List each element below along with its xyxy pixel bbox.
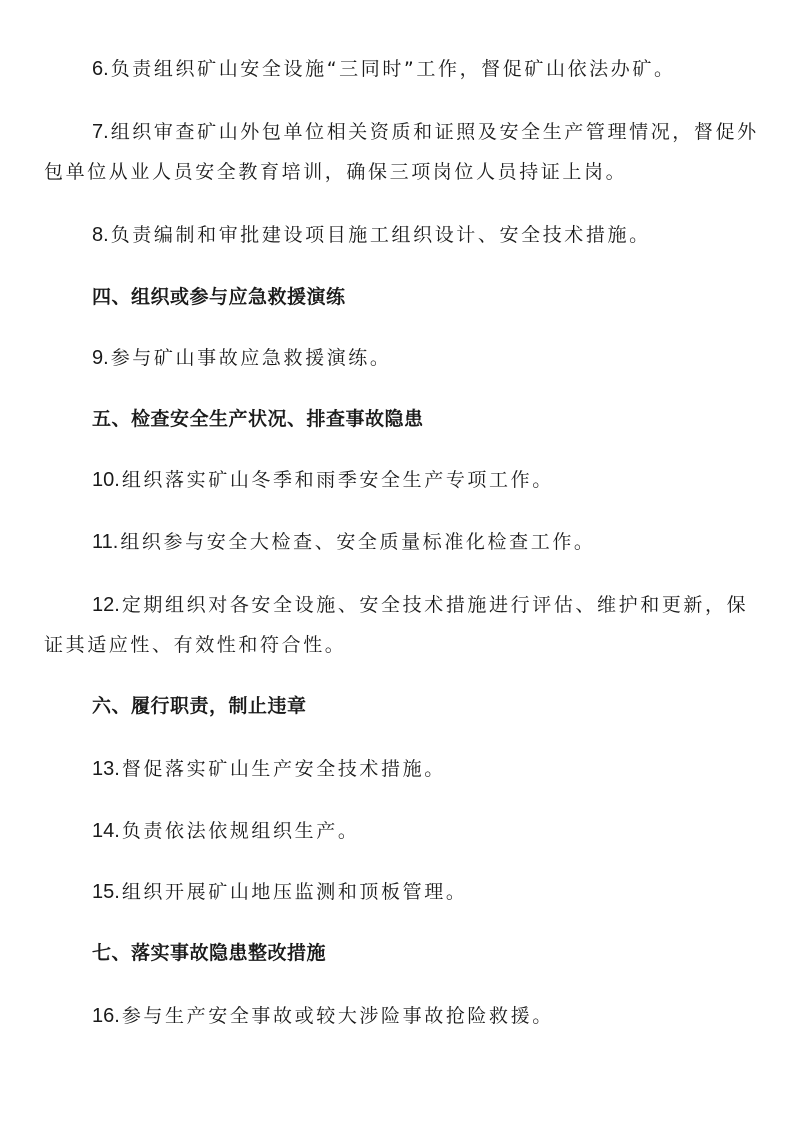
item-15	[0, 878, 793, 906]
heading-text: 六、履行职责，制止违章	[92, 695, 307, 717]
item-number: 10.	[92, 469, 120, 491]
item-number: 16.	[92, 1005, 120, 1027]
item-text: 负责依法依规组织生产。	[121, 820, 360, 842]
item-8	[0, 221, 793, 249]
item-text: 组织开展矿山地压监测和顶板管理。	[121, 881, 468, 903]
item-text: 负责编制和审批建设项目施工组织设计、安全技术措施。	[110, 224, 651, 246]
item-number: 8.	[92, 224, 109, 246]
section-heading-6	[0, 692, 793, 720]
heading-text: 四、组织或参与应急救援演练	[92, 286, 346, 308]
heading-text: 五、检查安全生产状况、排查事故隐患	[92, 408, 424, 430]
item-12-continuation	[0, 631, 793, 659]
item-number: 15.	[92, 881, 120, 903]
item-16	[0, 1002, 793, 1030]
item-number: 11.	[92, 531, 119, 553]
section-heading-5	[0, 405, 793, 433]
item-number: 7.	[92, 121, 109, 143]
item-text: 参与生产安全事故或较大涉险事故抢险救援。	[121, 1005, 554, 1027]
item-number: 13.	[92, 758, 120, 780]
item-number: 6.	[92, 58, 109, 80]
item-text: 督促落实矿山生产安全技术措施。	[121, 758, 446, 780]
item-9	[0, 344, 793, 372]
item-number: 9.	[92, 347, 109, 369]
item-13	[0, 755, 793, 783]
item-10	[0, 466, 793, 494]
item-text: 组织参与安全大检查、安全质量标准化检查工作。	[120, 531, 596, 553]
section-heading-4	[0, 283, 793, 311]
heading-text: 七、落实事故隐患整改措施	[92, 942, 327, 964]
item-text: 定期组织对各安全设施、安全技术措施进行评估、维护和更新，保	[121, 594, 749, 616]
item-7-continuation	[0, 158, 793, 186]
item-number: 14.	[92, 820, 120, 842]
item-6	[0, 55, 793, 83]
item-text: 组织落实矿山冬季和雨季安全生产专项工作。	[121, 469, 554, 491]
section-heading-7	[0, 939, 793, 967]
item-14	[0, 817, 793, 845]
item-text-continued: 证其适应性、有效性和符合性。	[44, 634, 347, 656]
item-7	[0, 118, 793, 146]
item-text: 负责组织矿山安全设施“三同时”工作，督促矿山依法办矿。	[110, 58, 676, 80]
item-text: 组织审查矿山外包单位相关资质和证照及安全生产管理情况，督促外	[110, 121, 759, 143]
item-12	[0, 591, 793, 619]
item-number: 12.	[92, 594, 120, 616]
item-text-continued: 包单位从业人员安全教育培训，确保三项岗位人员持证上岗。	[44, 161, 628, 183]
item-11	[0, 528, 793, 556]
item-text: 参与矿山事故应急救援演练。	[110, 347, 392, 369]
